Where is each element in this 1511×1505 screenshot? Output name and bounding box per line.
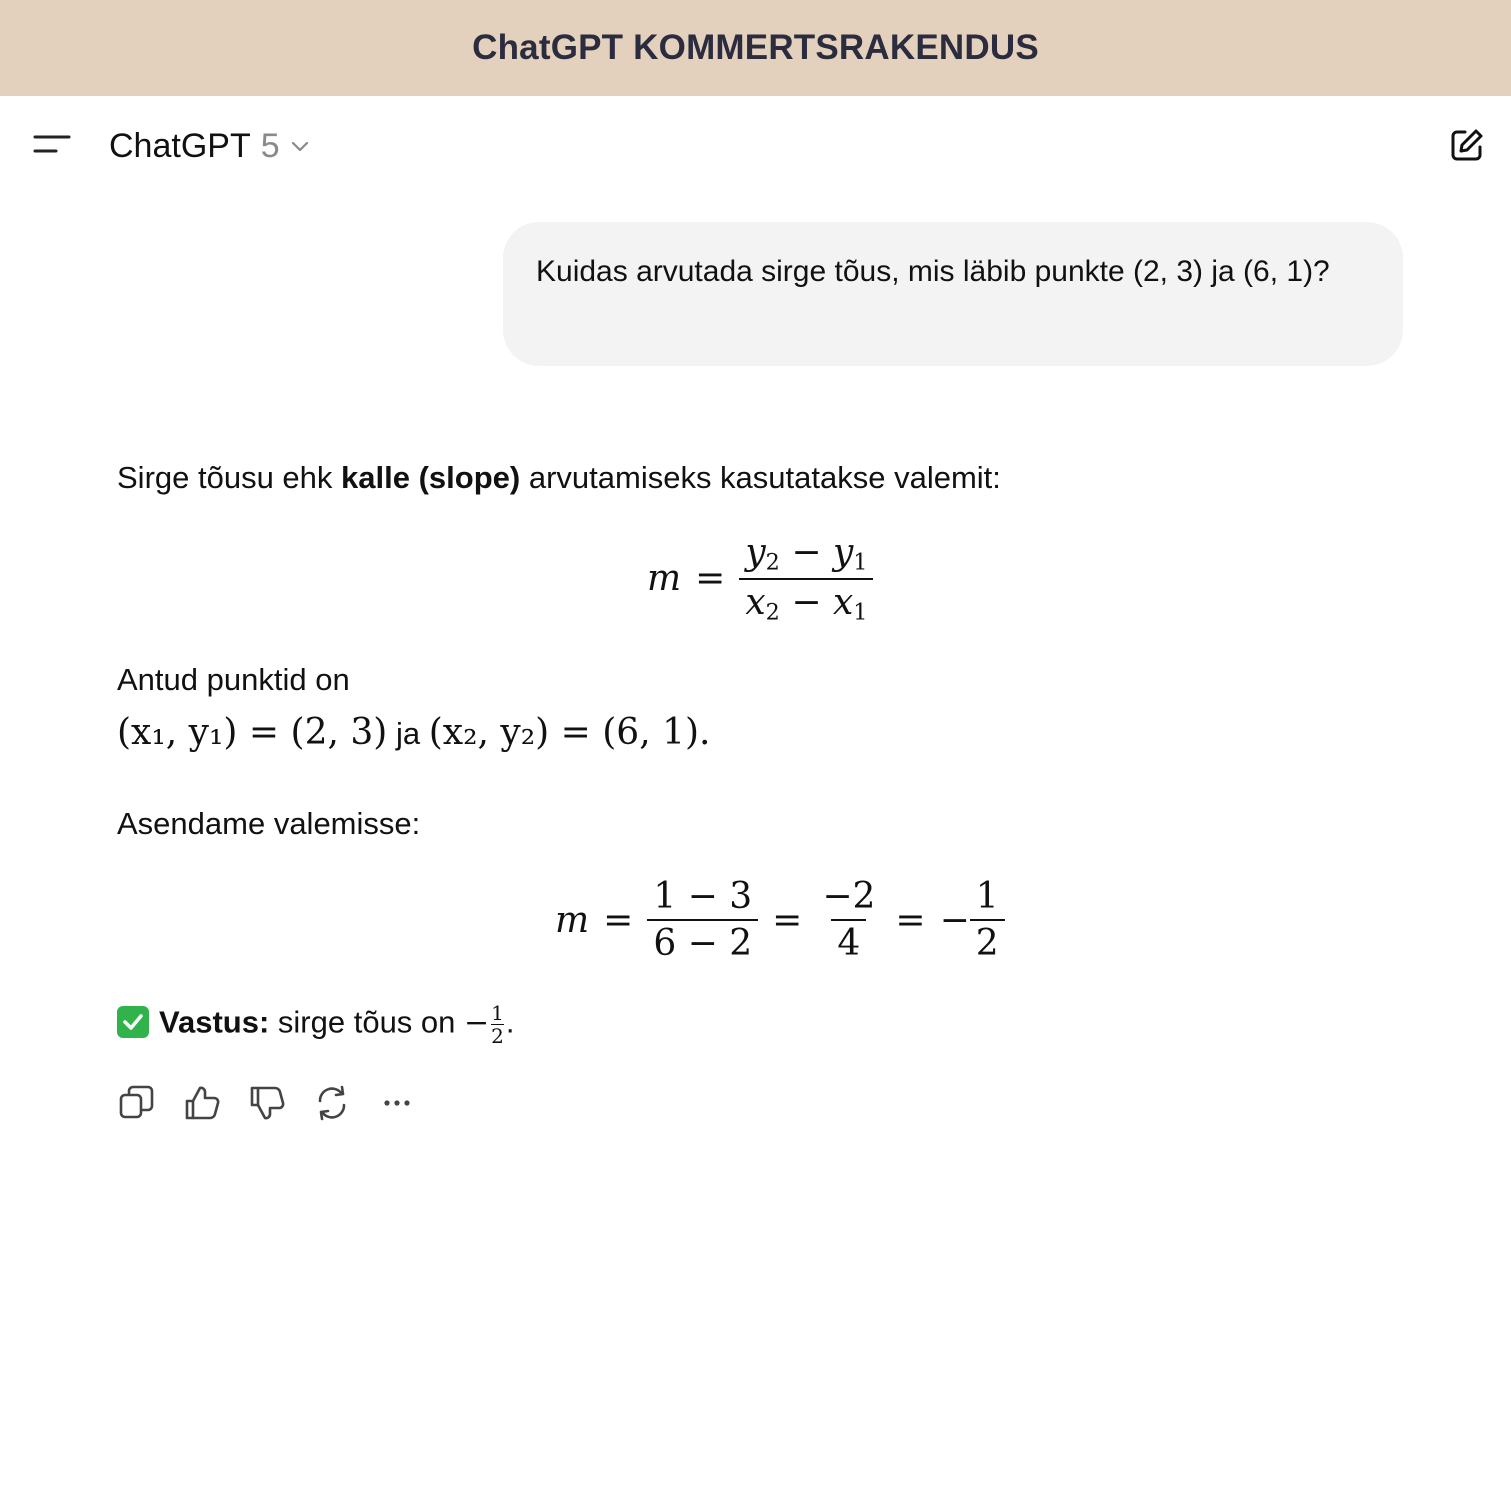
- banner-title: ChatGPT KOMMERTSRAKENDUS: [472, 28, 1039, 67]
- answer-sign: −: [464, 1005, 490, 1041]
- thumbs-up-icon[interactable]: [182, 1083, 222, 1123]
- model-selector[interactable]: [109, 124, 312, 168]
- new-chat-edit-icon[interactable]: [1448, 126, 1486, 164]
- slope-formula: [647, 532, 873, 625]
- intro-paragraph: [117, 460, 1001, 496]
- calc-fraction-3: $\frac{1}{2}$: [970, 876, 1005, 964]
- intro-prefix: Sirge tõusu ehk: [117, 460, 342, 495]
- thumbs-down-icon[interactable]: [247, 1083, 287, 1123]
- point-1: (x₁, y₁) = (2, 3): [117, 712, 388, 753]
- app-banner: [0, 0, 1511, 96]
- check-mark-icon: [117, 1006, 149, 1038]
- point-2: (x₂, y₂) = (6, 1).: [428, 712, 711, 753]
- given-points: [117, 712, 710, 753]
- calc-fraction-2: $\frac{-2}{4}$: [822, 876, 876, 964]
- points-connector: ja: [395, 716, 421, 751]
- substitution-calculation: m = $\frac{1 - 3}{6 - 2}$ = $\frac{-2}{4}$ = − $\frac{1}{2}$: [555, 876, 1005, 964]
- given-points-label: Antud punktid on: [117, 662, 350, 697]
- model-name: ChatGPT: [109, 126, 251, 165]
- user-message-bubble: [503, 222, 1403, 366]
- calc-fraction-1: $\frac{1 - 3}{6 - 2}$: [647, 876, 758, 964]
- intro-bold: kalle (slope): [341, 460, 521, 495]
- formula-fraction: $\frac{y_2 - y_1}{x_2 - x_1}$: [739, 532, 873, 625]
- model-version: 5: [260, 126, 280, 165]
- more-icon[interactable]: [377, 1083, 417, 1123]
- answer-line: [117, 1002, 515, 1047]
- top-bar: [0, 96, 1511, 196]
- answer-end: .: [505, 1004, 515, 1040]
- answer-text: sirge tõus on: [277, 1004, 456, 1040]
- answer-label: Vastus:: [159, 1004, 270, 1040]
- substitute-label: Asendame valemisse:: [117, 806, 421, 841]
- answer-fraction: $\frac{1}{2}$: [491, 1001, 504, 1048]
- formula-eq: =: [695, 558, 726, 600]
- intro-suffix: arvutamiseks kasutatakse valemit:: [520, 460, 1001, 495]
- user-message-text: Kuidas arvutada sirge tõus, mis läbib punkte (2, 3) ja (6, 1)?: [536, 255, 1330, 288]
- calc-sign: −: [939, 899, 970, 941]
- hamburger-menu-icon[interactable]: [32, 130, 72, 160]
- calc-lhs: m: [555, 899, 590, 941]
- copy-icon[interactable]: [117, 1083, 157, 1123]
- regenerate-icon[interactable]: [312, 1083, 352, 1123]
- formula-lhs: m: [647, 558, 682, 600]
- chevron-down-icon: [288, 134, 312, 158]
- message-actions: [117, 1083, 442, 1123]
